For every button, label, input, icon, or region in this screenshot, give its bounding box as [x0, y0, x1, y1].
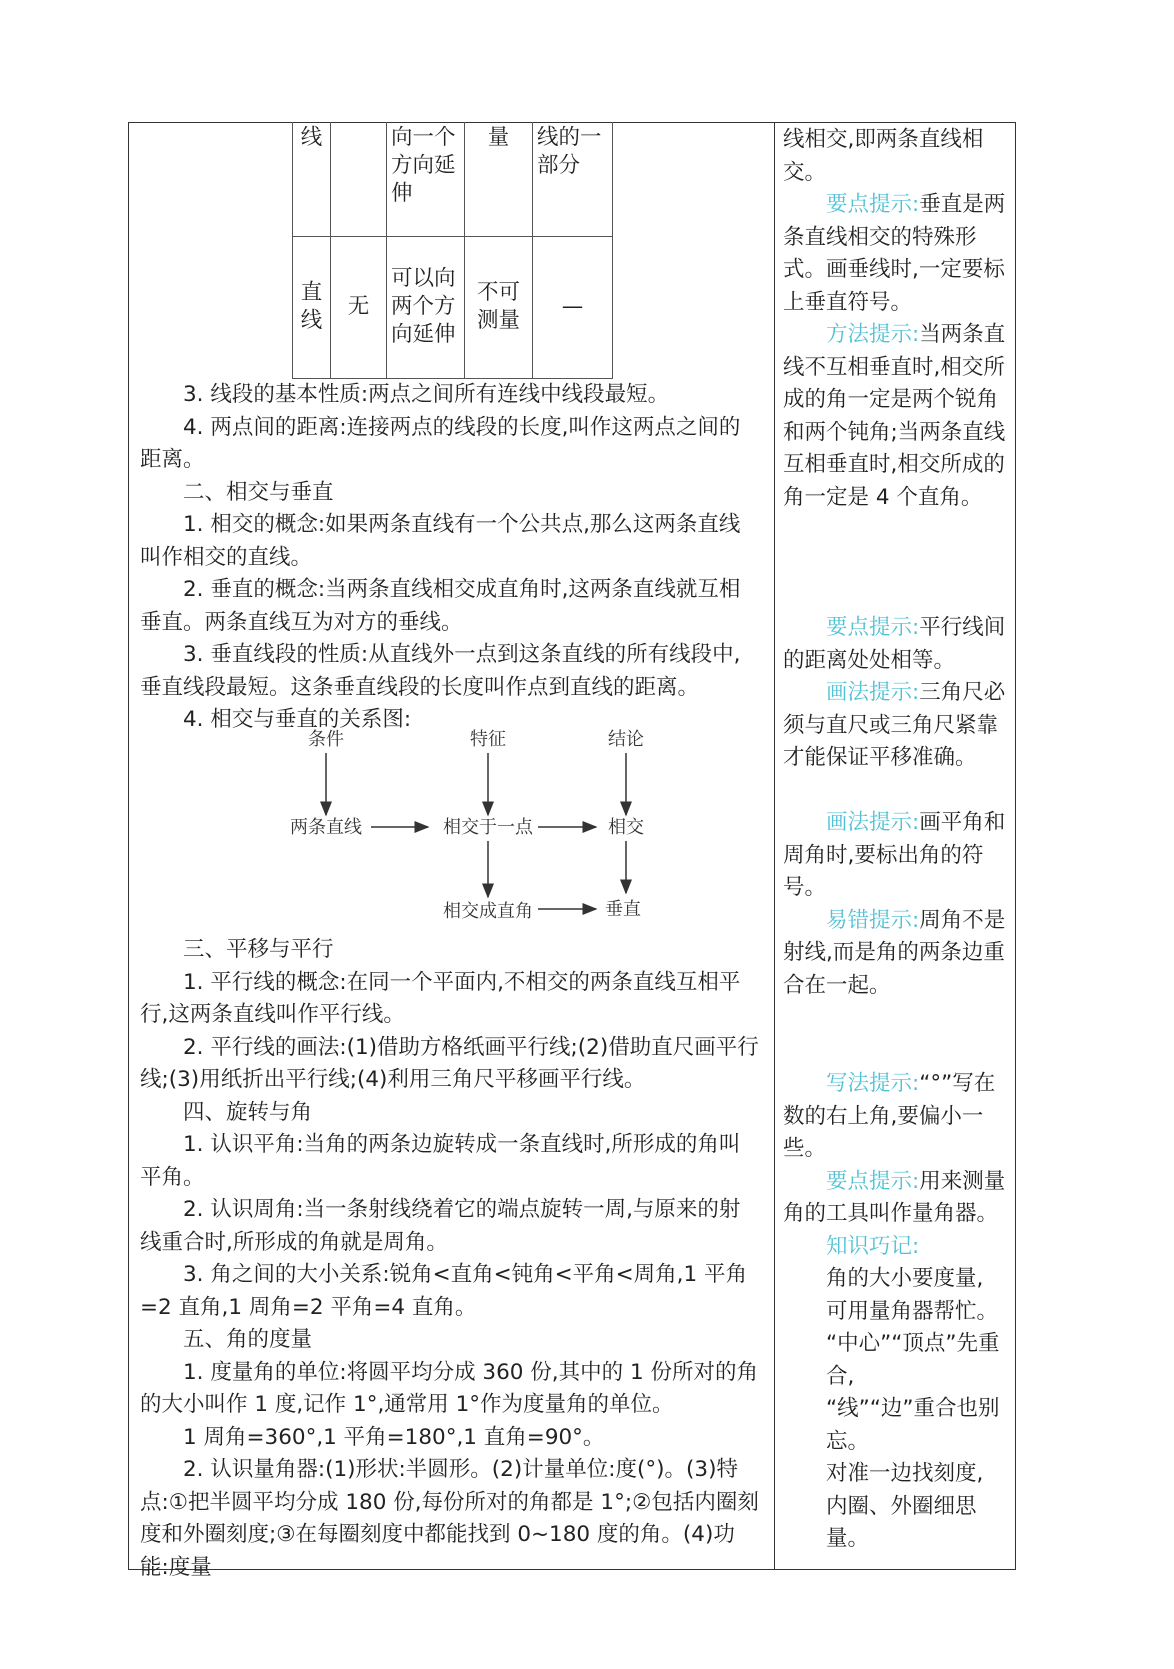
note	[783, 1166, 1008, 1231]
table-cell: 量	[465, 122, 533, 236]
table-cell: 直线	[293, 236, 331, 378]
note-tag: 易错提示:	[826, 907, 920, 933]
paragraph: 3. 垂直线段的性质:从直线外一点到这条直线的所有线段中,垂直线段最短。这条垂直线段的长度叫作点到直线的距离。	[140, 642, 741, 700]
note-body: 周角不是射线,而是角的两条边重合在一起。	[783, 907, 1006, 998]
column-divider	[774, 122, 775, 1570]
table-cell: 向一个方向延伸	[387, 122, 465, 236]
note-tag: 方法提示:	[826, 322, 920, 347]
paragraph: 2. 认识量角器:(1)形状:半圆形。(2)计量单位:度(°)。(3)特点:①把半圆平均分成 180 份,每份所对的角都是 1°;②包括内圈刻度和外圈刻度;③在每圈刻度中都能找到 0~180 度的角。(4)功能:度量	[140, 1457, 759, 1580]
note-tag: 写法提示:	[826, 1071, 920, 1096]
section-heading: 四、旋转与角	[183, 1099, 313, 1125]
note	[783, 612, 1008, 677]
poem-line: 可用量角器帮忙。	[826, 1298, 999, 1324]
paragraph: 3. 角之间的大小关系:锐角<直角<钝角<平角<周角,1 平角=2 直角,1 周角=2 平角=4 直角。	[140, 1262, 747, 1320]
note-tag: 要点提示:	[826, 615, 920, 640]
sidebar-notes-2	[783, 612, 1008, 775]
note	[783, 319, 1008, 514]
table-cell: 线的一部分	[533, 122, 613, 236]
poem-line: “线”“边”重合也别忘。	[826, 1396, 1000, 1454]
diagram-node-two-lines: 两条直线	[290, 817, 362, 838]
note-body: “°”写在数的右上角,要偏小一些。	[783, 1071, 996, 1161]
note	[783, 905, 1008, 1003]
diagram-label-feature: 特征	[470, 729, 506, 750]
note	[783, 189, 1008, 319]
note-tag: 知识巧记:	[826, 1233, 920, 1259]
section-heading: 五、角的度量	[183, 1327, 313, 1352]
table-row	[293, 236, 613, 378]
paragraph: 1. 相交的概念:如果两条直线有一个公共点,那么这两条直线叫作相交的直线。	[140, 512, 741, 570]
paragraph: 3. 线段的基本性质:两点之间所有连线中线段最短。	[183, 382, 670, 407]
paragraph: 2. 认识周角:当一条射线绕着它的端点旋转一周,与原来的射线重合时,所形成的角就是周角。	[140, 1197, 741, 1255]
sidebar-notes-3	[783, 807, 1008, 1002]
paragraph: 1. 认识平角:当角的两条边旋转成一条直线时,所形成的角叫平角。	[140, 1132, 741, 1190]
table-cell: —	[533, 236, 613, 378]
sidebar-notes-4	[783, 1068, 1008, 1556]
paragraph: 4. 相交与垂直的关系图:	[183, 707, 412, 732]
note-tag: 要点提示:	[826, 192, 920, 217]
poem-line: 对准一边找刻度,	[826, 1461, 984, 1486]
paragraph: 2. 平行线的画法:(1)借助方格纸画平行线;(2)借助直尺画平行线;(3)用纸折出平行线;(4)利用三角尺平移画平行线。	[140, 1034, 759, 1092]
paragraph: 2. 垂直的概念:当两条直线相交成直角时,这两条直线就互相垂直。两条直线互为对方的垂线。	[140, 577, 741, 635]
note	[783, 807, 1008, 905]
table-row	[293, 122, 613, 236]
note-body: 三角尺必须与直尺或三角尺紧靠才能保证平移准确。	[783, 680, 1006, 770]
relation-diagram	[270, 725, 670, 925]
table-cell	[331, 122, 387, 236]
paragraph: 1 周角=360°,1 平角=180°,1 直角=90°。	[183, 1424, 605, 1450]
diagram-label-condition: 条件	[308, 729, 344, 750]
sidebar-notes	[783, 124, 1008, 514]
diagram-label-conclusion: 结论	[608, 729, 644, 750]
poem-line: “中心”“顶点”先重合,	[826, 1331, 1000, 1389]
paragraph: 1. 平行线的概念:在同一个平面内,不相交的两条直线互相平行,这两条直线叫作平行线。	[140, 969, 741, 1027]
table-cell: 可以向两个方向延伸	[387, 236, 465, 378]
table-cell: 不可测量	[465, 236, 533, 378]
table-cell: 线	[293, 122, 331, 236]
table-cell: 无	[331, 236, 387, 378]
diagram-node-intersect-point: 相交于一点	[443, 817, 533, 838]
poem-line: 角的大小要度量,	[826, 1266, 984, 1291]
note-tag: 要点提示:	[826, 1168, 920, 1194]
note-body: 平行线间的距离处处相等。	[783, 615, 1006, 673]
diagram-node-intersect: 相交	[608, 817, 644, 838]
section-heading: 三、平移与平行	[183, 937, 334, 962]
note-body: 用来测量角的工具叫作量角器。	[783, 1168, 1006, 1226]
section-heading: 二、相交与垂直	[183, 479, 334, 505]
line-table	[292, 122, 613, 379]
note	[783, 1231, 1008, 1264]
poem-line: 内圈、外圈细思量。	[826, 1493, 977, 1551]
paragraph: 1. 度量角的单位:将圆平均分成 360 份,其中的 1 份所对的角的大小叫作 1 度,记作 1°,通常用 1°作为度量角的单位。	[140, 1359, 758, 1417]
note	[783, 677, 1008, 775]
note-text: 线相交,即两条直线相交。	[783, 127, 984, 185]
note-tag: 画法提示:	[826, 810, 920, 835]
note-tag: 画法提示:	[826, 680, 920, 705]
diagram-node-perpendicular: 垂直	[605, 899, 641, 920]
note-body: 画平角和周角时,要标出角的符号。	[783, 810, 1006, 900]
note-body: 当两条直线不互相垂直时,相交所成的角一定是两个锐角和两个钝角;当两条直线互相垂直时,相交所成的角一定是 4 个直角。	[783, 322, 1006, 510]
main-column-lower	[140, 934, 760, 1584]
note-body: 垂直是两条直线相交的特殊形式。画垂线时,一定要标上垂直符号。	[783, 192, 1006, 315]
main-column-upper	[140, 379, 760, 737]
diagram-node-right-angle: 相交成直角	[443, 901, 533, 922]
paragraph: 4. 两点间的距离:连接两点的线段的长度,叫作这两点之间的距离。	[140, 414, 741, 472]
note	[783, 1068, 1008, 1166]
